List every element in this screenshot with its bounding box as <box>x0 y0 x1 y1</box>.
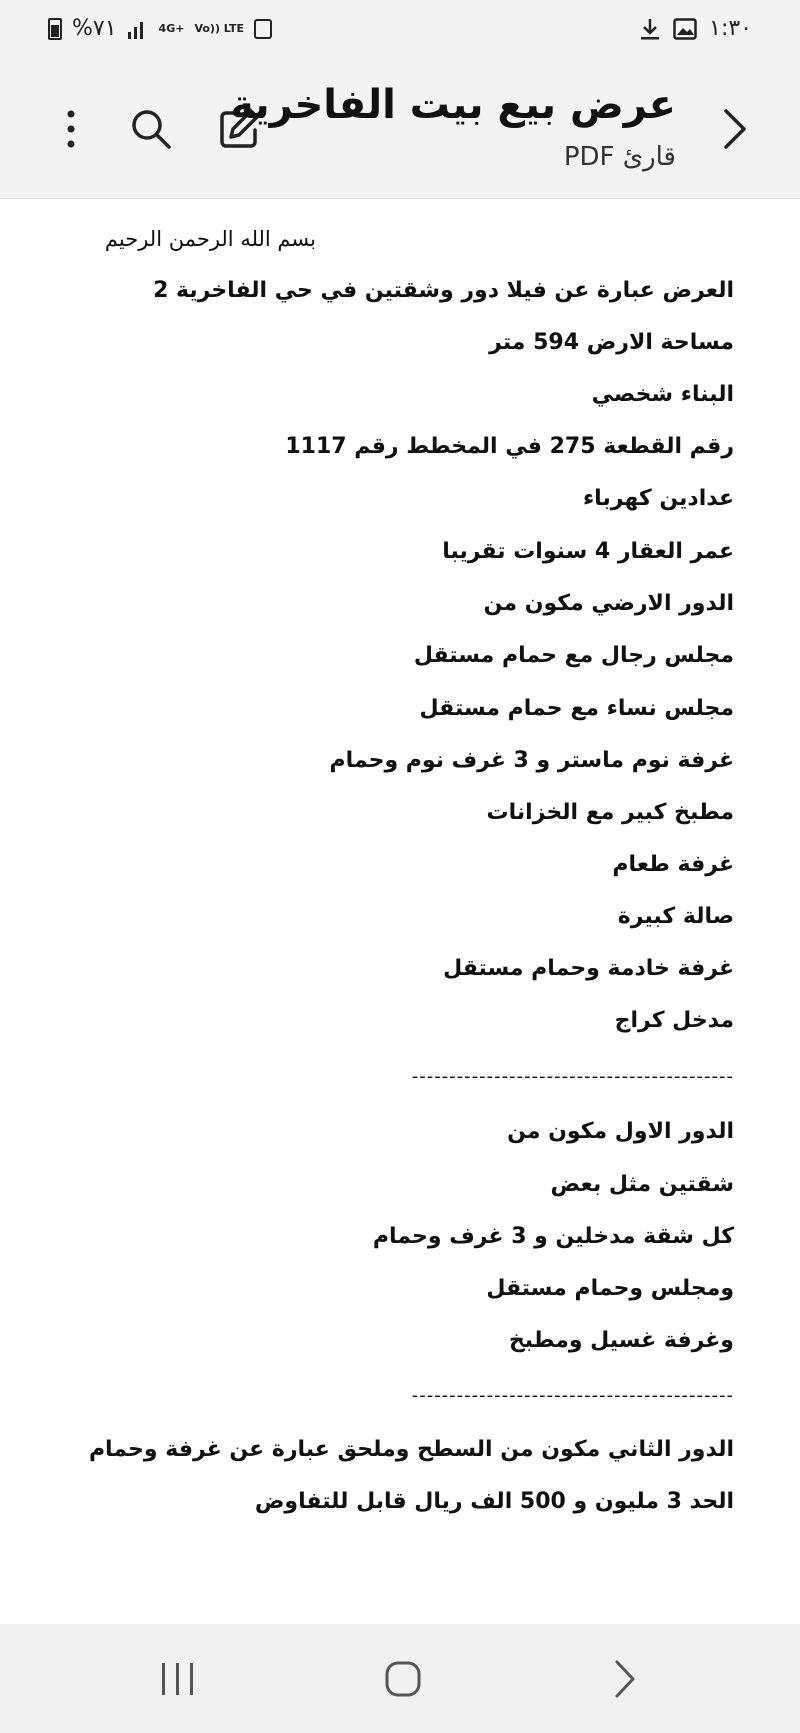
doc-line: الدور الثاني مكون من السطح وملحق عبارة عن غرفة وحمام <box>88 1437 734 1462</box>
doc-line: الحد 3 مليون و 500 الف ريال قابل للتفاوض <box>254 1489 734 1514</box>
search-icon[interactable] <box>128 106 174 152</box>
system-nav-bar <box>0 1624 800 1733</box>
doc-line: عمر العقار 4 سنوات تقريبا <box>442 539 734 564</box>
basmala: بسم الله الرحمن الرحيم <box>104 227 316 251</box>
doc-line: غرفة طعام <box>612 852 734 877</box>
doc-line: مدخل كراج <box>614 1008 734 1033</box>
doc-line: ومجلس وحمام مستقل <box>486 1276 734 1301</box>
battery-level: %٧١ <box>72 16 117 41</box>
doc-line: غرفة نوم ماستر و 3 غرف نوم وحمام <box>329 748 734 773</box>
doc-line: مجلس نساء مع حمام مستقل <box>419 696 734 721</box>
doc-line: العرض عبارة عن فيلا دور وشقتين في حي الفاخرية 2 <box>153 278 734 303</box>
doc-line: مساحة الارض 594 متر <box>489 330 734 355</box>
separator-line: ------------------------------------------- <box>411 1066 734 1087</box>
signal-icon <box>127 18 149 40</box>
network-badge: 4G+ <box>158 22 185 35</box>
doc-line: وغرفة غسيل ومطبخ <box>508 1328 734 1353</box>
data-saver-icon <box>254 19 272 39</box>
home-icon[interactable] <box>384 1660 422 1698</box>
app-header <box>0 62 800 199</box>
doc-line: شقتين مثل بعض <box>550 1172 734 1197</box>
volte-badge: Vo)) LTE <box>194 22 245 35</box>
chevron-right-icon[interactable] <box>718 106 752 152</box>
clock: ١:٣٠ <box>709 16 752 41</box>
doc-line: مطبخ كبير مع الخزانات <box>486 800 734 825</box>
back-icon[interactable] <box>612 1658 638 1700</box>
doc-line: البناء شخصي <box>591 382 734 407</box>
app-name: قارئ PDF <box>563 142 676 172</box>
doc-line: الدور الارضي مكون من <box>483 591 734 616</box>
doc-line: الدور الاول مكون من <box>507 1119 734 1144</box>
separator-line: ------------------------------------------- <box>411 1385 734 1406</box>
battery-icon <box>48 18 62 40</box>
recent-apps-icon[interactable] <box>158 1660 198 1698</box>
status-bar <box>0 0 800 62</box>
doc-line: مجلس رجال مع حمام مستقل <box>413 643 734 668</box>
status-right <box>639 16 752 41</box>
status-left <box>48 16 272 41</box>
doc-line: كل شقة مدخلين و 3 غرف وحمام <box>372 1224 734 1249</box>
pdf-page[interactable] <box>0 199 800 1624</box>
doc-line: صالة كبيرة <box>617 904 734 929</box>
more-options-icon[interactable] <box>58 106 84 152</box>
download-icon <box>639 17 661 41</box>
image-icon <box>673 18 697 40</box>
doc-line: غرفة خادمة وحمام مستقل <box>443 956 734 981</box>
doc-line: رقم القطعة 275 في المخطط رقم 1117 <box>285 434 734 459</box>
document-title: عرض بيع بيت الفاخرية <box>230 82 676 128</box>
doc-line: عدادين كهرباء <box>582 486 734 511</box>
